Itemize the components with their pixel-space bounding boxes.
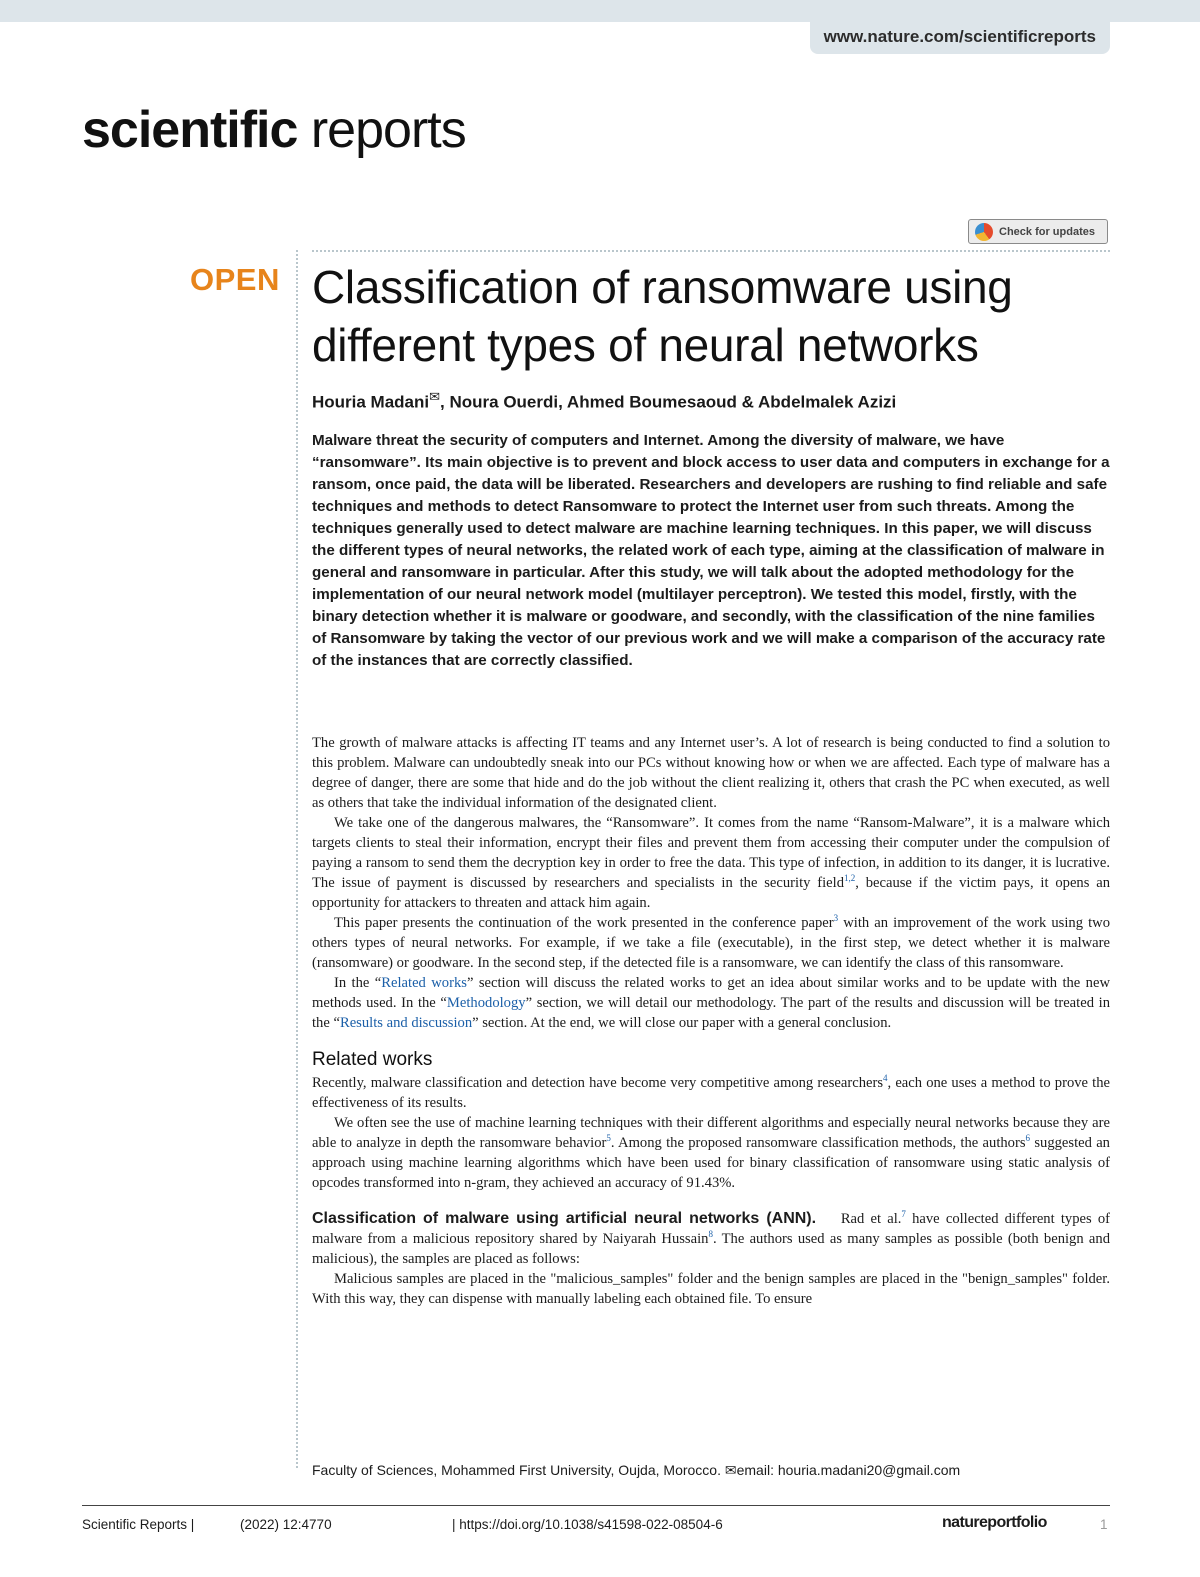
citation-ref[interactable]: 7: [901, 1209, 906, 1220]
citation-ref[interactable]: 6: [1025, 1133, 1031, 1144]
footer-divider: [82, 1505, 1110, 1506]
paragraph: Malicious samples are placed in the "malicious_samples" folder and the benign samples are placed in the "benign_samples" folder. With this way, they can dispense with manually labeling each obtained file. To ensure: [312, 1271, 1110, 1307]
margin-divider: [296, 250, 298, 1468]
other-authors: , Noura Ouerdi, Ahmed Boumesaoud & Abdelmalek Azizi: [440, 392, 897, 412]
article-title: Classification of ransomware using different types of neural networks: [312, 261, 1013, 371]
check-updates-label: Check for updates: [999, 226, 1095, 238]
envelope-icon: ✉: [724, 1462, 737, 1478]
affiliation: Faculty of Sciences, Mohammed First University, Oujda, Morocco. ✉email: houria.madani20@gmail.com: [312, 1462, 961, 1478]
envelope-icon[interactable]: ✉: [429, 389, 441, 404]
spacer: [312, 1193, 1110, 1209]
journal-logo: [82, 98, 466, 162]
footer-journal: Scientific Reports |: [82, 1517, 195, 1532]
paragraph: This paper presents the continuation of the work presented in the conference paper$^3$ with an improvement of the work using two others types of neural networks. For example, if we take a file (executable), in the first step, we detect whether it is malware (ransomware) or goodware. In the second step, if the detected file is a ransomware, we can identify the class of this ransomware.: [312, 913, 1110, 971]
paragraph: The growth of malware attacks is affecting IT teams and any Internet user’s. A lot of research is being conducted to find a solution to this problem. Malware can undoubtedly sneak into our PCs without knowing how or when we are affected. Each type of malware has a degree of danger, there are some that hide and do the job without the client realizing it, others that crash the PC when executed, as well as others that take the individual information of the designated client.: [312, 735, 1110, 811]
paragraph: Classification of malware using artificial neural networks (ANN). Rad et al.$^7$ have collected different types of malware from a malicious repository shared by Naiyarah Hussain$^8$. The authors used as many samples as possible (both benign and malicious), the samples are placed as follows:: [312, 1209, 1110, 1267]
link-results-discussion[interactable]: Results and discussion: [339, 1015, 473, 1031]
check-for-updates-button[interactable]: [968, 219, 1108, 244]
author-list: [312, 389, 1112, 413]
abstract: Malware threat the security of computers and Internet. Among the diversity of malware, we have “ransomware”. Its main objective is to prevent and block access to user data and computers in exchange for a ransom, once paid, the data will be liberated. Researchers and developers are rushing to find reliable and safe techniques and methods to detect Ransomware to protect the Internet user from such threats. Among the techniques generally used to detect malware are machine learning techniques. In this paper, we will discuss the different types of neural networks, the related work of each type, aiming at the classification of malware in general and ransomware in particular. After this study, we will talk about the adopted methodology for the implementation of our neural network model (multilayer perceptron). We tested this model, firstly, with the binary detection whether it is malware or goodware, and secondly, with the classification of the nine families of Ransomware by taking the vector of our previous work and we will make a comparison of the accuracy rate of the instances that are correctly classified.: [312, 432, 1110, 669]
citation-ref[interactable]: 5: [606, 1133, 611, 1144]
page-number: 1: [1100, 1517, 1108, 1532]
article-body: [312, 733, 1110, 1309]
crossmark-icon: [975, 223, 993, 241]
paragraph: We take one of the dangerous malwares, the “Ransomware”. It comes from the name “Ransom-Malware”, it is a malware which targets clients to steal their information, encrypt their files and prevent them from accessing their computer under the compulsion of paying a ransom to send them the decryption key in order to free the data. This type of infection, in addition to its danger, it is lucrative. The issue of payment is discussed by researchers and specialists in the security field$^{1,2}$, because if the victim pays, it opens an opportunity for attackers to threaten and attack him again.: [312, 815, 1110, 911]
footer-doi[interactable]: | https://doi.org/10.1038/s41598-022-08504-6: [452, 1517, 723, 1532]
citation-ref[interactable]: 1,2: [844, 873, 856, 884]
paragraph: We often see the use of machine learning techniques with their different algorithms and especially neural networks because they are able to analyze in depth the ransomware behavior$^5$. Among the proposed ransomware classification methods, the authors$^6$ suggested an approach using machine learning algorithms which have been used for binary classification of ransomware using static analysis of opcodes transformed into n-gram, they achieved an accuracy of 91.43%.: [312, 1115, 1110, 1191]
header-divider: [312, 250, 1110, 252]
citation-ref[interactable]: 8: [708, 1229, 713, 1240]
citation-ref[interactable]: 3: [833, 913, 839, 924]
author-email[interactable]: email: houria.madani20@gmail.com: [736, 1462, 961, 1478]
journal-name-bold: scientific: [82, 101, 298, 159]
open-access-label: OPEN: [190, 262, 280, 297]
paragraph: In the “Related works” section will discuss the related works to get an idea about similar works and to be update with the new methods used. In the “Methodology” section, we will detail our methodology. The part of the results and discussion will be treated in the “Results and discussion” section. At the end, we will close our paper with a general conclusion.: [312, 975, 1110, 1031]
corresponding-author[interactable]: Houria Madani: [312, 392, 430, 412]
link-related-works[interactable]: Related works: [381, 975, 467, 991]
top-banner: [0, 0, 1200, 22]
link-methodology[interactable]: Methodology: [446, 995, 526, 1011]
section-heading-related-works: Related works: [312, 1049, 433, 1070]
citation-ref[interactable]: 4: [883, 1073, 888, 1084]
subsection-heading-ann: Classification of malware using artificial neural networks (ANN).: [312, 1210, 817, 1227]
footer-volume: (2022) 12:4770: [240, 1517, 332, 1532]
publisher-logo: natureportfolio: [942, 1514, 1047, 1531]
paragraph: Recently, malware classification and detection have become very competitive among researchers$^4$, each one uses a method to prove the effectiveness of its results.: [312, 1073, 1111, 1111]
journal-url[interactable]: www.nature.com/scientificreports: [810, 22, 1110, 54]
journal-name-light: reports: [297, 101, 466, 159]
